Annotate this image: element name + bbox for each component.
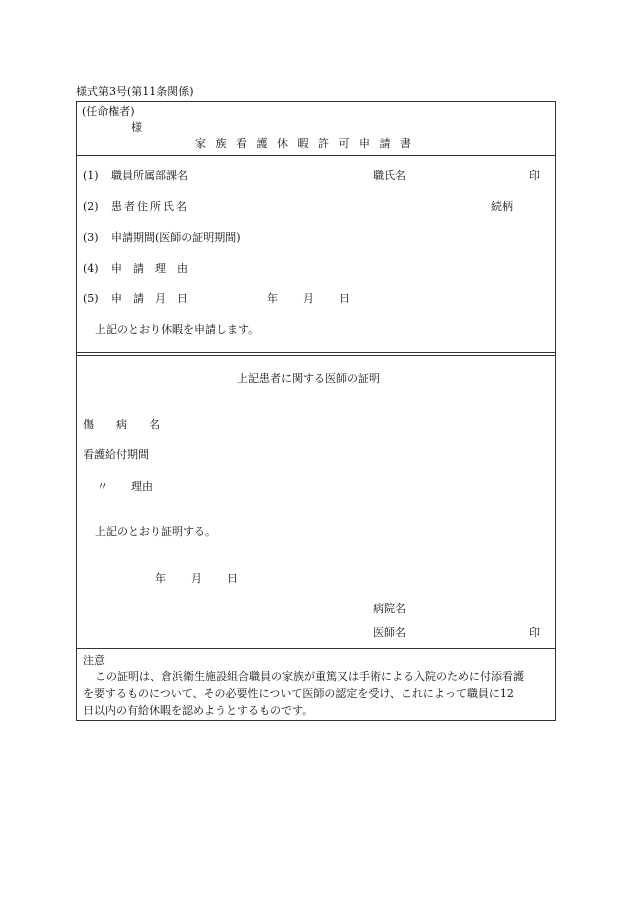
item3-label: 申請期間(医師の証明期間) <box>111 231 241 244</box>
item1-seal: 印 <box>529 169 540 182</box>
reason-label: 理由 <box>131 480 153 493</box>
hospital-label: 病院名 <box>373 602 406 615</box>
notes-line-3: 日以内の有給休暇を認めようとするものです。 <box>83 704 314 717</box>
application-date-year: 年 <box>267 292 278 305</box>
appointing-authority: (任命権者) <box>82 105 135 118</box>
form-title: 家 族 看 護 休 暇 許 可 申 請 書 <box>195 137 414 150</box>
certificate-title: 上記患者に関する医師の証明 <box>237 372 380 385</box>
disease-label: 傷 病 名 <box>83 418 160 431</box>
item2-relation: 続柄 <box>491 200 513 213</box>
honorific: 様 <box>131 121 142 134</box>
divider-double-1 <box>77 352 555 353</box>
item1-name-label: 職氏名 <box>373 169 406 182</box>
certificate-day: 日 <box>227 572 238 585</box>
notes-line-2: を要するものについて、その必要性について医師の認定を受け、これによって職員に12 <box>83 687 514 700</box>
item1-number: (1) <box>83 169 99 182</box>
certificate-statement: 上記のとおり証明する。 <box>95 525 216 538</box>
form-label: 様式第3号(第11条関係) <box>76 85 194 98</box>
notes-heading: 注意 <box>83 654 105 667</box>
application-date-month: 月 <box>303 292 314 305</box>
certificate-month: 月 <box>191 572 202 585</box>
divider-double-2 <box>77 355 555 356</box>
doctor-label: 医師名 <box>373 626 406 639</box>
application-date-day: 日 <box>339 292 350 305</box>
item2-number: (2) <box>83 200 99 213</box>
ditto-mark: 〃 <box>97 480 108 493</box>
form-frame <box>76 101 556 721</box>
certificate-year: 年 <box>155 572 166 585</box>
item5-label: 申 請 月 日 <box>111 292 188 305</box>
care-period-label: 看護給付期間 <box>83 448 149 461</box>
doctor-seal: 印 <box>529 626 540 639</box>
item2-label: 患者住所氏名 <box>111 200 189 213</box>
item5-number: (5) <box>83 292 99 305</box>
item4-number: (4) <box>83 262 99 275</box>
application-statement: 上記のとおり休暇を申請します。 <box>95 323 260 336</box>
item3-number: (3) <box>83 231 99 244</box>
item1-label: 職員所属部課名 <box>111 169 188 182</box>
divider-notes <box>77 648 555 649</box>
notes-line-1: この証明は、倉浜衛生施設組合職員の家族が重篤又は手術による入院のために付添看護 <box>95 670 524 683</box>
item4-label: 申 請 理 由 <box>111 262 188 275</box>
divider-header <box>77 155 555 156</box>
